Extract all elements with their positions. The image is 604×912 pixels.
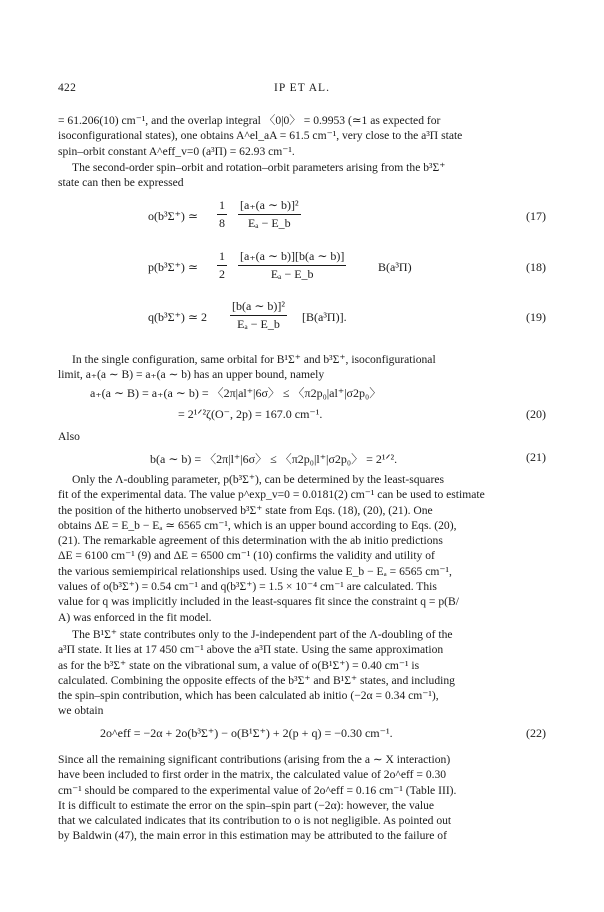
equation-line: b(a ∼ b) = 〈2π|l⁺|6σ〉 ≤ 〈π2p₀|l⁺|σ2p₀〉 = 2¹ᐟ².: [150, 452, 398, 466]
text-also: Also: [58, 430, 80, 443]
fraction-numerator: 1: [217, 249, 227, 266]
equation-line: = 2¹ᐟ²ζ(O⁻, 2p) = 167.0 cm⁻¹.: [178, 407, 323, 421]
equation-number: (22): [526, 726, 546, 740]
coefficient-fraction: [217, 198, 227, 231]
paragraph-second-order: [58, 160, 546, 191]
text-line: Only the Λ-doubling parameter, p(b³Σ⁺), can be determined by the least-squares: [72, 473, 444, 486]
main-fraction: [230, 299, 287, 332]
equation-tail: [B(a³Π)].: [302, 310, 347, 324]
text-line: the various semiempirical relationships used. Using the value E_b − Eₐ = 6565 cm⁻¹,: [58, 564, 452, 578]
fraction-denominator: 2: [219, 267, 225, 281]
text-line: The second-order spin–orbit and rotation–orbit parameters arising from the b³Σ⁺: [72, 161, 446, 174]
equation-19: [0, 299, 604, 339]
paragraph-overlap: [58, 113, 546, 159]
fraction-denominator: 8: [219, 216, 225, 230]
text-line: = 61.206(10) cm⁻¹, and the overlap integral 〈0|0〉 = 0.9953 (≃1 as expected for: [58, 114, 441, 127]
main-fraction: [238, 249, 346, 282]
equation-18: [0, 249, 604, 289]
paragraph-single-configuration: [58, 352, 546, 383]
fraction-numerator: [a₊(a ∼ b)]²: [238, 198, 301, 215]
text-line: state can then be expressed: [58, 176, 184, 190]
text-line: A) was enforced in the fit model.: [58, 610, 212, 624]
paragraph-final: [58, 752, 546, 844]
text-line: we obtain: [58, 704, 104, 718]
text-line: values of o(b³Σ⁺) = 0.54 cm⁻¹ and q(b³Σ⁺) = 1.5 × 10⁻⁴ cm⁻¹ are calculated. This: [58, 580, 437, 594]
main-fraction: [238, 198, 301, 231]
equation-17: [0, 198, 604, 238]
equation-21: [0, 450, 604, 470]
equation-line: 2o^eff = −2α + 2o(b³Σ⁺) − o(B¹Σ⁺) + 2(p + q) = −0.30 cm⁻¹.: [100, 726, 393, 740]
text-line: Since all the remaining significant contributions (arising from the a ∼ X interaction): [58, 753, 451, 766]
text-line: limit, a₊(a ∼ B) = a₊(a ∼ b) has an upper bound, namely: [58, 368, 325, 382]
text-line: have been included to first order in the matrix, the calculated value of 2o^eff = 0.30: [58, 768, 447, 782]
equation-number: (21): [526, 450, 546, 464]
text-line: the position of the hitherto unobserved b³Σ⁺ state from Eqs. (18), (20), (21). One: [58, 503, 433, 517]
equation-lhs: q(b³Σ⁺) ≃ 2: [148, 310, 207, 324]
equation-22: [0, 726, 604, 746]
text-line: the spin–spin contribution, which has been calculated ab initio (−2α = 0.34 cm⁻¹),: [58, 689, 439, 703]
coefficient-fraction: [217, 249, 227, 282]
fraction-numerator: [a₊(a ∼ b)][b(a ∼ b)]: [238, 249, 346, 266]
text-line: cm⁻¹ should be compared to the experimental value of 2o^eff = 0.16 cm⁻¹ (Table III).: [58, 783, 457, 797]
paragraph-B-state: [58, 627, 546, 719]
text-line: spin–orbit constant A^eff_v=0 (a³Π) = 62.93 cm⁻¹.: [58, 144, 295, 158]
text-line: (21). The remarkable agreement of this determination with the ab initio predictions: [58, 534, 443, 548]
text-line: a³Π state. It lies at 17 450 cm⁻¹ above the a³Π state. Using the same approximation: [58, 643, 444, 657]
text-line: calculated. Combining the opposite effects of the b³Σ⁺ and B¹Σ⁺ states, and including: [58, 673, 455, 687]
text-line: It is difficult to estimate the error on the spin–spin part (−2α): however, the value: [58, 798, 435, 812]
page-number: 422: [58, 82, 77, 94]
equation-number: (17): [526, 209, 546, 223]
equation-20: [0, 384, 604, 424]
fraction-denominator: Eₐ − E_b: [270, 267, 314, 281]
equation-number: (20): [526, 407, 546, 421]
text-line: The B¹Σ⁺ state contributes only to the J-independent part of the Λ-doubling of the: [72, 628, 453, 641]
fraction-denominator: Eₐ − E_b: [247, 216, 291, 230]
text-line: ΔE = 6100 cm⁻¹ (9) and ΔE = 6500 cm⁻¹ (10) confirms the validity and utility of: [58, 549, 435, 563]
text-line: obtains ΔE = E_b − Eₐ ≃ 6565 cm⁻¹, which is an upper bound according to Eqs. (20),: [58, 518, 457, 532]
text-line: fit of the experimental data. The value p^exp_v=0 = 0.0181(2) cm⁻¹ can be used to estimate: [58, 488, 485, 502]
equation-tail: B(a³Π): [378, 260, 412, 274]
text-line: In the single configuration, same orbital for B¹Σ⁺ and b³Σ⁺, isoconfigurational: [72, 353, 436, 366]
fraction-numerator: 1: [217, 198, 227, 215]
text-line: as for the b³Σ⁺ state on the vibrational sum, a value of o(B¹Σ⁺) = 0.40 cm⁻¹ is: [58, 658, 420, 672]
fraction-numerator: [b(a ∼ b)]²: [230, 299, 287, 316]
text-line: by Baldwin (47), the main error in this estimation may be attributed to the failure of: [58, 829, 447, 843]
text-line: isoconfigurational states), one obtains A^el_aA = 61.5 cm⁻¹, very close to the a³Π state: [58, 129, 463, 143]
text-line: that we calculated indicates that its contribution to o is not negligible. As pointed out: [58, 814, 452, 828]
fraction-denominator: Eₐ − E_b: [237, 317, 280, 331]
equation-number: (18): [526, 260, 546, 274]
equation-line: a₊(a ∼ B) = a₊(a ∼ b) = 〈2π|al⁺|6σ〉 ≤ 〈π2p₀|al⁺|σ2p₀〉: [90, 386, 382, 400]
equation-number: (19): [526, 310, 546, 324]
equation-lhs: p(b³Σ⁺) ≃: [148, 260, 198, 274]
paragraph-lambda-doubling: [58, 472, 546, 625]
equation-lhs: o(b³Σ⁺) ≃: [148, 209, 198, 223]
text-line: value for q was implicitly included in the least-squares fit since the constraint q = p(B/: [58, 595, 459, 609]
running-header: IP ET AL.: [274, 82, 330, 94]
